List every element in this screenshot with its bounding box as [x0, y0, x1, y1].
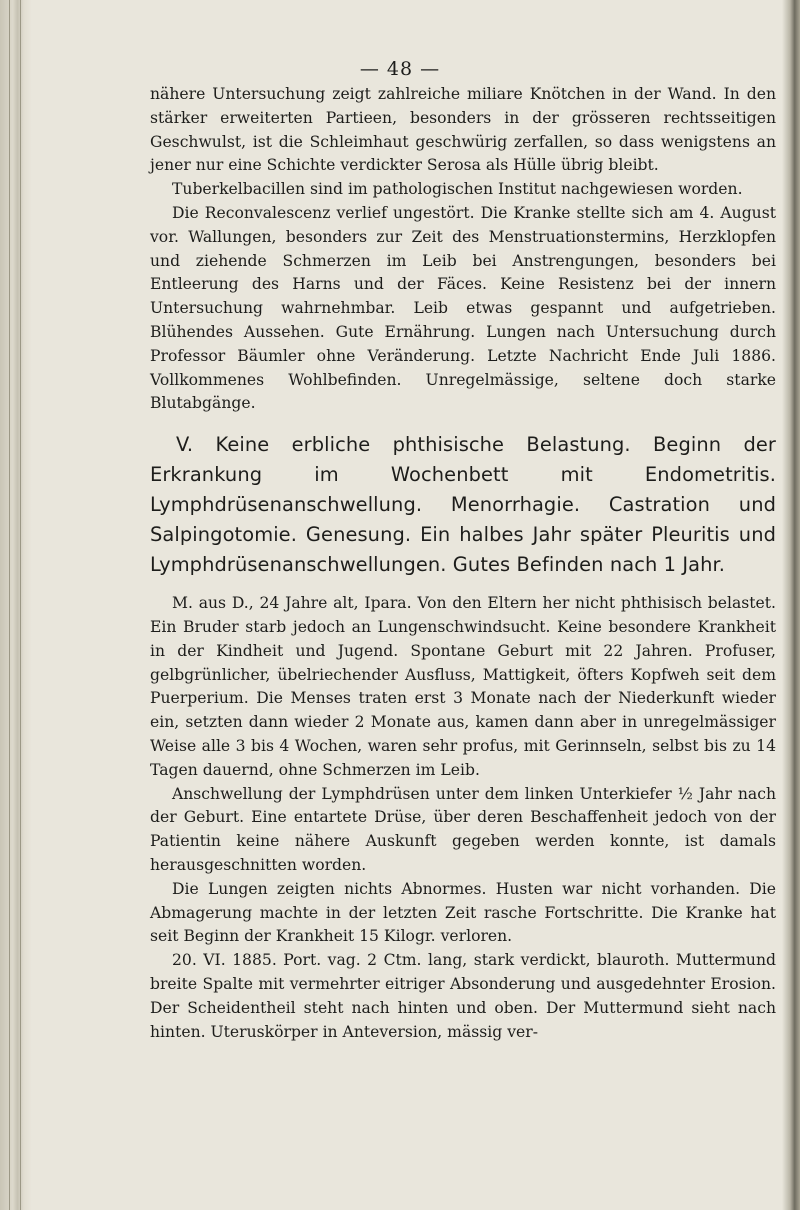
paragraph: Tuberkelbacillen sind im pathologischen Institut nachgewiesen worden.	[172, 180, 743, 199]
page-number: — 48 —	[359, 58, 441, 80]
paragraph: 20. VI. 1885. Port. vag. 2 Ctm. lang, stark verdickt, blauroth. Muttermund breite Spalte mit vermehrter eitriger Absonderung und ausgedehnter Erosion. Der Scheidentheil steht nach hinten und oben. Der Muttermund sieht nach hinten. Uteruskörper in Anteversion, mässig ver-	[150, 951, 776, 1041]
paragraph: Anschwellung der Lymphdrüsen unter dem linken Unterkiefer ½ Jahr nach der Geburt. Eine entartete Drüse, über deren Beschaffenheit jedoch von der Patientin keine nähere Auskunft gegeben werden konnte, ist damals herausgeschnitten worden.	[150, 784, 776, 874]
paragraph: Die Lungen zeigten nichts Abnormes. Husten war nicht vorhanden. Die Abmagerung machte in der letzten Zeit rasche Fortschritte. Die Kranke hat seit Beginn der Krankheit 15 Kilogr. verloren.	[150, 879, 776, 946]
paragraph: M. aus D., 24 Jahre alt, Ipara. Von den Eltern her nicht phthisisch belastet. Ein Bruder starb jedoch an Lungenschwindsucht. Keine besondere Krankheit in der Kindheit und Jugend. Spontane Geburt mit 22 Jahren. Profuser, gelbgrünlicher, übelriechender Ausfluss, Mattigkeit, öfters Kopfweh seit dem Puerperium. Die Menses traten erst 3 Monate nach der Niederkunft wieder ein, setzten dann wieder 2 Monate aus, kamen dann aber in unregelmässiger Weise alle 3 bis 4 Wochen, waren sehr profus, mit Gerinnseln, selbst bis zu 14 Tagen dauernd, ohne Schmerzen im Leib.	[150, 594, 776, 779]
page-edge-shadow	[782, 0, 800, 1210]
book-binding-shadow	[0, 0, 32, 1210]
paragraph: nähere Untersuchung zeigt zahlreiche miliare Knötchen in der Wand. In den stärker erweiterten Partieen, besonders in der grösseren rechtsseitigen Geschwulst, ist die Schleimhaut geschwürig zerfallen, so dass wenigstens an jener nur eine Schichte verdickter Serosa als Hülle übrig bleibt.	[150, 85, 776, 175]
paragraph: Die Reconvalescenz verlief ungestört. Die Kranke stellte sich am 4. August vor. Wallungen, besonders zur Zeit des Menstruationstermins, Herzklopfen und ziehende Schmerzen im Leib bei Anstrengungen, besonders bei Entleerung des Harns und der Fäces. Keine Resistenz bei der innern Untersuchung wahrnehmbar. Leib etwas gespannt und aufgetrieben. Blühendes Aussehen. Gute Ernährung. Lungen nach Untersuchung durch Professor Bäumler ohne Veränderung. Letzte Nachricht Ende Juli 1886. Vollkommenes Wohlbefinden. Unregelmässige, seltene doch starke Blutabgänge.	[150, 203, 776, 413]
section-heading: V. Keine erbliche phthisische Belastung. Beginn der Erkrankung im Wochenbett mit Endometritis. Lymphdrüsenanschwellung. Menorrhagie. Castration und Salpingotomie. Genesung. Ein halbes Jahr später Pleuritis und Lymphdrüsenanschwellungen. Gutes Befinden nach 1 Jahr.	[150, 433, 776, 577]
page-body	[150, 83, 776, 1044]
